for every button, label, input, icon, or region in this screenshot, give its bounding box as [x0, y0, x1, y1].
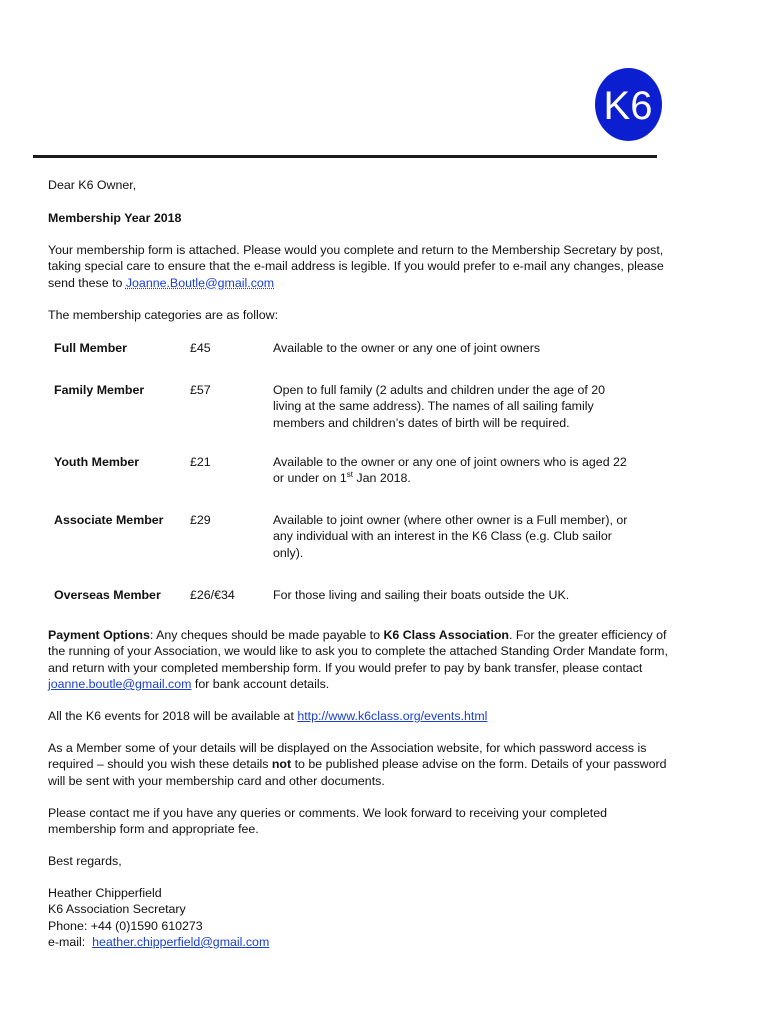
intro-email-link[interactable]: Joanne.Boutle@gmail.com [125, 275, 275, 290]
category-name: Family Member [54, 383, 145, 397]
intro-paragraph [48, 242, 673, 291]
signature-phone: Phone: +44 (0)1590 610273 [48, 918, 203, 933]
payment-paragraph: Payment Options: Any cheques should be made payable to K6 Class Association. For the greater efficiency of the running of your Association, we would like to ask you to complete the attached Standing Order Mandate form, and return with your completed membership form. If you would prefer to pay by bank transfer, please contact joanne.boutle@gmail.com for bank account details. [48, 628, 668, 691]
category-name: Overseas Member [54, 588, 161, 602]
events-link[interactable]: http://www.k6class.org/events.html [297, 709, 488, 723]
category-description: Available to joint owner (where other owner is a Full member), or any individual with an interest in the K6 Class (e.g. Club sailor only). [273, 513, 628, 560]
greeting: Dear K6 Owner, [48, 178, 137, 192]
category-description: For those living and sailing their boats outside the UK. [273, 588, 570, 602]
intro-text: Your membership form is attached. Please would you complete and return to the Membership Secretary by post, taking special care to ensure that the e-mail address is legible. If you would prefer to e-mail any changes, please send these to [48, 243, 664, 290]
category-description: Available to the owner or any one of joint owners [273, 341, 541, 355]
closing: Best regards, [48, 854, 122, 868]
payee-name: K6 Class Association [383, 628, 509, 642]
logo-text: K6 [603, 84, 653, 128]
k6-logo [594, 67, 663, 142]
header-rule [33, 155, 657, 158]
category-price: £57 [190, 383, 211, 397]
events-paragraph: All the K6 events for 2018 will be available at http://www.k6class.org/events.html [48, 709, 488, 723]
category-description: Available to the owner or any one of joint owners who is aged 22 or under on 1st Jan 2018. [273, 455, 627, 486]
category-name: Associate Member [54, 513, 164, 527]
subject-heading: Membership Year 2018 [48, 211, 182, 225]
category-price: £21 [190, 455, 211, 469]
contact-paragraph: Please contact me if you have any queries or comments. We look forward to receiving your completed membership form and appropriate fee. [48, 806, 607, 837]
member-details-paragraph: As a Member some of your details will be displayed on the Association website, for which password access is required – should you wish these details not to be published please advise on the form. Details of your password will be sent with your membership card and other documents. [48, 741, 667, 788]
signature-name: Heather Chipperfield [48, 886, 162, 900]
signature-title: K6 Association Secretary [48, 902, 186, 917]
category-name: Full Member [54, 341, 127, 355]
category-price: £26/€34 [190, 588, 235, 602]
category-description: Open to full family (2 adults and children under the age of 20 living at the same address). The names of all sailing family members and children’s dates of birth will be required. [273, 383, 606, 430]
signature-block [48, 885, 673, 950]
signature-email-line: e-mail: heather.chipperfield@gmail.com [48, 934, 270, 949]
signature-email-link[interactable]: heather.chipperfield@gmail.com [92, 934, 270, 949]
payment-label: Payment Options [48, 628, 150, 642]
category-price: £45 [190, 341, 211, 355]
categories-intro: The membership categories are as follow: [48, 308, 279, 322]
category-price: £29 [190, 513, 211, 527]
payment-email-link[interactable]: joanne.boutle@gmail.com [48, 676, 192, 691]
category-name: Youth Member [54, 455, 140, 469]
